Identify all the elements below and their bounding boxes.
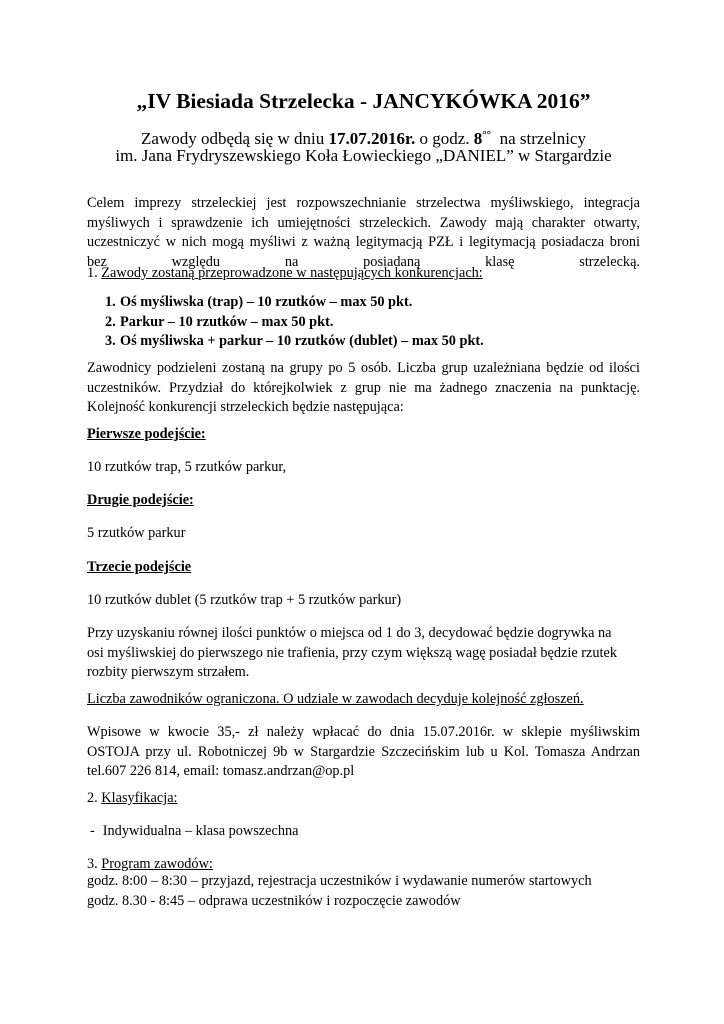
list-number: 2. (105, 313, 116, 330)
list-text: Oś myśliwska + parkur – 10 rzutków (dublet) – max 50 pkt. (120, 333, 484, 350)
groups-line: Zawodnicy podzieleni zostaną na grupy po 5 osób. Liczba grup uzależniana będzie od ilości (87, 360, 640, 376)
intro-paragraph (87, 194, 640, 272)
section-heading: Program zawodów: (101, 856, 213, 872)
approach-3-heading: Trzecie podejście (87, 559, 192, 575)
fee-paragraph (87, 723, 640, 782)
list-item (105, 293, 484, 313)
fee-line: Wpisowe w kwocie 35,- zł należy wpłacać do dnia 15.07.2016r. w sklepie myśliwskim (87, 724, 640, 740)
approach-1-heading: Pierwsze podejście: (87, 426, 206, 442)
section-heading: Zawody zostaną przeprowadzone w następujących konkurencjach: (101, 265, 483, 281)
section-number: 2. (87, 790, 102, 806)
schedule-list (87, 872, 640, 911)
intro-line: bez względu na posiadaną klasę strzelecką. (87, 253, 640, 270)
tiebreak-line: Przy uzyskaniu równej ilości punktów o miejsca od 1 do 3, decydować będzie dogrywka na (87, 625, 612, 641)
section-1-heading (87, 264, 640, 284)
list-item (105, 332, 484, 352)
section-number: 1. (87, 265, 102, 281)
list-item (105, 313, 484, 333)
list-number: 1. (105, 294, 116, 310)
groups-paragraph (87, 359, 640, 418)
groups-line: Kolejność konkurencji strzeleckich będzie następująca: (87, 399, 404, 416)
schedule-item: godz. 8:00 – 8:30 – przyjazd, rejestracja uczestników i wydawanie numerów startowych (87, 873, 592, 889)
intro-line: Celem imprezy strzeleckiej jest rozpowszechnianie strzelectwa myśliwskiego, integracja (87, 195, 640, 211)
list-text: Parkur – 10 rzutków – max 50 pkt. (120, 313, 334, 330)
tiebreak-paragraph (87, 624, 640, 683)
event-location-line: im. Jana Frydryszewskiego Koła Łowieckiego „DANIEL” w Stargardzie (115, 146, 612, 165)
groups-line: uczestników. Przydział do którejkolwiek z grup nie ma żadnego znaczenia na punktację. (87, 379, 640, 396)
list-number: 3. (105, 333, 116, 350)
classification-text: Indywidualna – klasa powszechna (102, 823, 299, 839)
document-title: „IV Biesiada Strzelecka - JANCYKÓWKA 2016” (136, 89, 591, 113)
section-number: 3. (87, 856, 102, 872)
approach-2-heading: Drugie podejście: (87, 492, 194, 508)
event-date: 17.07.2016r. (328, 129, 416, 148)
classification-item (87, 822, 640, 842)
limit-text: Liczba zawodników ograniczona. O udziale w zawodach decyduje kolejność zgłoszeń. (87, 691, 584, 707)
participant-limit-note (87, 690, 640, 710)
schedule-item: godz. 8.30 - 8:45 – odprawa uczestników i rozpoczęcie zawodów (87, 892, 461, 909)
section-heading: Klasyfikacja: (101, 790, 178, 806)
dash-bullet: - (90, 823, 95, 839)
intro-line: uczestniczyć w nich mogą myśliwi z ważną legitymacją PZŁ i legitymacją posiadacza broni (87, 234, 640, 251)
fee-line: tel.607 226 814, email: tomasz.andrzan@op.pl (87, 763, 355, 780)
approach-1-text: 10 rzutków trap, 5 rzutków parkur, (87, 459, 287, 475)
date-prefix: Zawody odbędą się w dniu (141, 129, 329, 148)
list-text: Oś myśliwska (trap) – 10 rzutków – max 50 pkt. (120, 294, 413, 310)
tiebreak-line: rozbity pierwszym strzałem. (87, 664, 250, 681)
approach-2-text: 5 rzutków parkur (87, 525, 186, 541)
approach-3-text: 10 rzutków dublet (5 rzutków trap + 5 rzutków parkur) (87, 592, 402, 608)
time-prefix: o godz. (415, 129, 474, 148)
tiebreak-line: osi myśliwskiej do pierwszego nie trafienia, przy czym większą wagę posiadał będzie rzutek (87, 644, 617, 661)
fee-line: OSTOJA przy ul. Robotniczej 9b w Stargardzie Szczecińskim lub u Kol. Tomasza Andrzan (87, 743, 640, 760)
event-time-minutes: °° (482, 129, 492, 141)
competitions-list (105, 293, 484, 352)
location-prefix: na strzelnicy (491, 129, 586, 148)
intro-line: myśliwych i sprawdzenie ich umiejętności strzeleckich. Zawody mają charakter otwarty, (87, 214, 640, 231)
section-2-heading (87, 789, 640, 809)
event-time-hour: 8 (473, 129, 483, 148)
